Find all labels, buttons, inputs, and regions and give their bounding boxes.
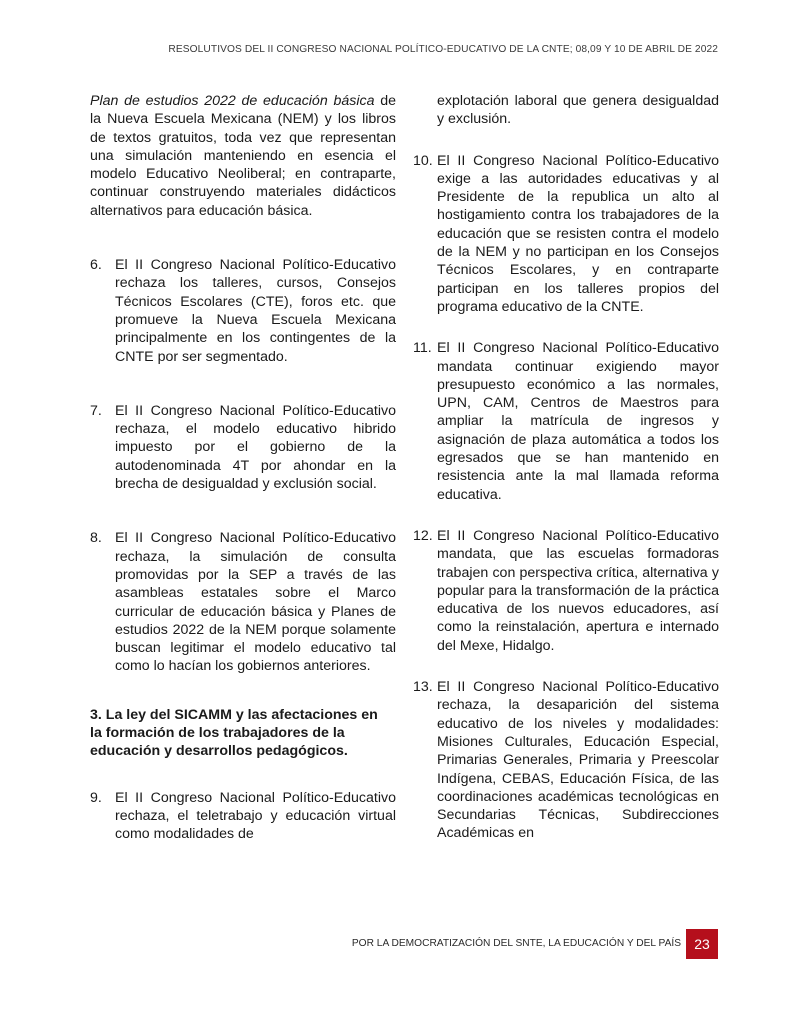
item-number: 6. — [90, 257, 102, 274]
item-number: 9. — [90, 789, 102, 806]
resolution-item-9 — [90, 789, 396, 844]
item-text: El II Congreso Nacional Político-Educativo rechaza, la simulación de consulta promovidas por la SEP a través de las asambleas estatales sobre el Marco curricular de educación básica y Planes de estudios 2022 de la NEM porque solamente buscan legitimar el modelo educativo tal como lo hacían los gobiernos anteriores. — [115, 530, 396, 675]
continuation-paragraph — [90, 92, 396, 220]
item-number: 11. — [413, 340, 432, 357]
item-text: El II Congreso Nacional Político-Educativo rechaza, el teletrabajo y educación virtual como modalidades de — [115, 789, 396, 843]
resolution-item-7 — [90, 402, 396, 493]
item-text: El II Congreso Nacional Político-Educativo rechaza, el modelo educativo hibrido impuesto por el gobierno de la autodenominada 4T por ahondar en la brecha de desigualdad y exclusión social. — [115, 402, 396, 493]
section-heading: 3. La ley del SICAMM y las afectaciones en la formación de los trabajadores de la educación y desarrollos pedagógicos. — [90, 706, 378, 760]
footer-slogan: POR LA DEMOCRATIZACIÓN DEL SNTE, LA EDUCACIÓN Y DEL PAÍS — [351, 938, 681, 949]
right-column — [413, 92, 719, 843]
resolution-item-13 — [413, 678, 719, 843]
item-9-continuation — [413, 92, 719, 129]
item-number: 8. — [90, 530, 102, 547]
item-text: El II Congreso Nacional Político-Educativo mandata, que las escuelas formadoras trabajen con perspectiva crítica, alternativa y popular para la transformación de la práctica educativa de los nuevos educadores, así como la reinstalación, apertura e internado del Mexe, Hidalgo. — [437, 527, 719, 654]
resolution-item-11 — [413, 339, 719, 504]
continuation-text: de la Nueva Escuela Mexicana (NEM) y los libros de textos gratuitos, toda vez que representan una simulación manteniendo en esencia el modelo Educativo Neoliberal; en contraparte, continuar construyendo materiales didácticos alternativos para educación básica. — [90, 93, 396, 219]
resolution-item-8 — [90, 529, 396, 675]
indent-spacer — [413, 92, 437, 129]
page-number-badge: 23 — [686, 929, 718, 959]
item-number: 10. — [413, 152, 433, 169]
continuation-text: explotación laboral que genera desigualdad y exclusión. — [437, 93, 719, 128]
item-text: El II Congreso Nacional Político-Educativo mandata continuar exigiendo mayor presupuesto económico a las normales, UPN, CAM, Centros de Maestros para ampliar la matrícula de ingresos y asignación de plaza automática a todos los egresados que se han mantenido en resistencia ante la mal llamada reforma educativa. — [437, 340, 719, 503]
item-number: 7. — [90, 402, 102, 419]
resolution-item-12 — [413, 527, 719, 655]
item-number: 13. — [413, 679, 433, 696]
item-text: El II Congreso Nacional Político-Educativo rechaza los talleres, cursos, Consejos Técnicos Escolares (CTE), foros etc. que promueve la Nueva Escuela Mexicana principalmente en los contingentes de la CNTE por ser segmentado. — [115, 257, 396, 365]
item-number: 12. — [413, 527, 433, 544]
item-text: El II Congreso Nacional Político-Educativo rechaza, la desaparición del sistema educativo de los niveles y modalidades: Misiones Culturales, Educación Especial, Primarias Generales, Primaria y Preescolar Indígena, CEBAS, Educación Física, de las coordinaciones académicas tecnológicas en Secundarias Técnicas, Subdirecciones Académicas en — [437, 679, 719, 842]
plan-title-italic: Plan de estudios 2022 de educación básica — [90, 93, 375, 109]
running-header: RESOLUTIVOS DEL II CONGRESO NACIONAL POLÍTICO-EDUCATIVO DE LA CNTE; 08,09 Y 10 DE ABRIL DE 2022 — [168, 44, 718, 55]
resolution-item-10 — [413, 152, 719, 317]
item-text: El II Congreso Nacional Político-Educativo exige a las autoridades educativas y al Presidente de la republica un alto al hostigamiento contra los trabajadores de la educación que se resisten contra el modelo de la NEM y no participan en los Consejos Técnicos Escolares, y en contraparte participan en los talleres propios del programa educativo de la CNTE. — [437, 152, 719, 315]
left-column — [90, 92, 396, 844]
resolution-item-6 — [90, 256, 396, 366]
